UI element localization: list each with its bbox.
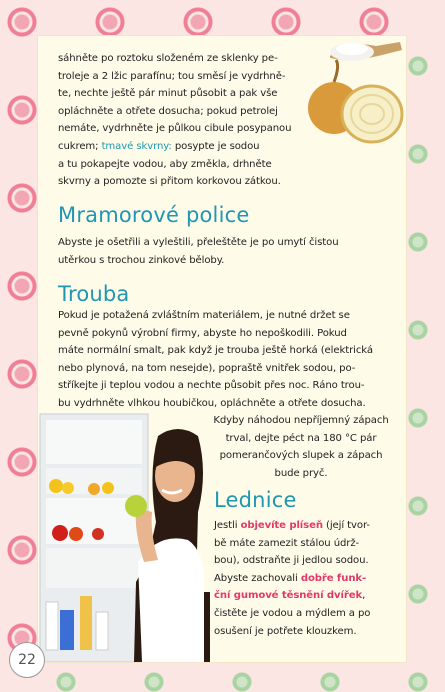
stain-tip-label: tmavé skvrny: <box>101 140 172 152</box>
heading-police: Mramorové police <box>58 203 250 227</box>
woman-fridge-photo <box>38 412 210 662</box>
trouba-text-right <box>201 412 401 482</box>
trouba-line: bude pryč. <box>274 467 328 479</box>
trouba-text <box>58 307 402 413</box>
lednice-line: bou), odstraňte ji jedlou sodou. <box>214 555 369 567</box>
lednice-text <box>214 517 404 640</box>
trouba-line: pevně pokynů výrobní firmy, abyste ho nepoškodili. Pokud <box>58 327 347 339</box>
page-number: 22 <box>9 642 45 678</box>
intro-line <box>58 138 308 156</box>
lednice-line <box>214 570 404 588</box>
intro-text <box>58 50 308 191</box>
lednice-line <box>214 587 404 605</box>
trouba-line: pomerančových slupek a zápach <box>219 450 383 462</box>
trouba-line: Pokud je potažená zvláštním materiálem, je nutné držet se <box>58 310 350 321</box>
lednice-line <box>214 517 404 535</box>
intro-line: sáhněte po roztoku složeném ze sklenky pe- <box>58 53 278 64</box>
intro-text-part: posypte je sodou <box>174 140 260 152</box>
trouba-line: Kdyby náhodou nepříjemný zápach <box>213 415 389 426</box>
intro-line: te, nechte ještě pár minut působit a pak vše <box>58 88 278 100</box>
lednice-text-part: , <box>362 590 366 602</box>
trouba-line: bu vydrhněte vlhkou houbičkou, opláchněte a otřete dosucha. <box>58 397 366 409</box>
intro-line: nemáte, vydrhněte je půlkou cibule posypanou <box>58 123 292 135</box>
intro-text-part: cukrem; <box>58 140 99 152</box>
trouba-line: máte normální smalt, pak když je trouba ještě horká (elektrická <box>58 345 373 357</box>
lednice-line: bě máte zamezit stálou údrž- <box>214 537 360 549</box>
heading-lednice: Lednice <box>214 488 297 512</box>
intro-line: troleje a 2 lžic parafínu; tou směsí je vydrhně- <box>58 70 286 82</box>
seal-highlight: ční gumové těsnění dvířek <box>214 590 363 602</box>
trouba-line: stříkejte ji teplou vodou a nechte působit přes noc. Ráno trou- <box>58 380 365 392</box>
mold-highlight: objevíte plíseň <box>240 520 323 531</box>
trouba-line: trval, dejte péct na 180 °C pár <box>225 432 377 444</box>
seal-highlight: dobře funk- <box>300 572 367 584</box>
lednice-text-part: (její tvor- <box>326 520 370 531</box>
trouba-line: nebo plynová, na tom nesejde), popraště vnitřek sodou, po- <box>58 362 356 374</box>
onion-sugar-illustration <box>300 36 410 146</box>
police-line: Abyste je ošetřili a vyleštili, přeleštěte je po umytí čistou <box>58 237 339 248</box>
intro-line: opláchněte a otřete dosucha; pokud petrolej <box>58 105 278 117</box>
lednice-text-part: Jestli <box>214 520 238 531</box>
police-text <box>58 234 398 269</box>
intro-line: a tu pokapejte vodou, aby změkla, drhněte <box>58 158 272 170</box>
intro-line: skvrny a pomozte si přitom korkovou zátkou. <box>58 176 281 188</box>
lednice-line: osušení je potřete klouzkem. <box>214 625 357 637</box>
police-line: utěrkou s trochou zinkové běloby. <box>58 254 225 266</box>
heading-trouba: Trouba <box>58 282 130 306</box>
lednice-line: čistěte je vodou a mýdlem a po <box>214 607 371 619</box>
lednice-text-part: Abyste zachovali <box>214 572 298 584</box>
